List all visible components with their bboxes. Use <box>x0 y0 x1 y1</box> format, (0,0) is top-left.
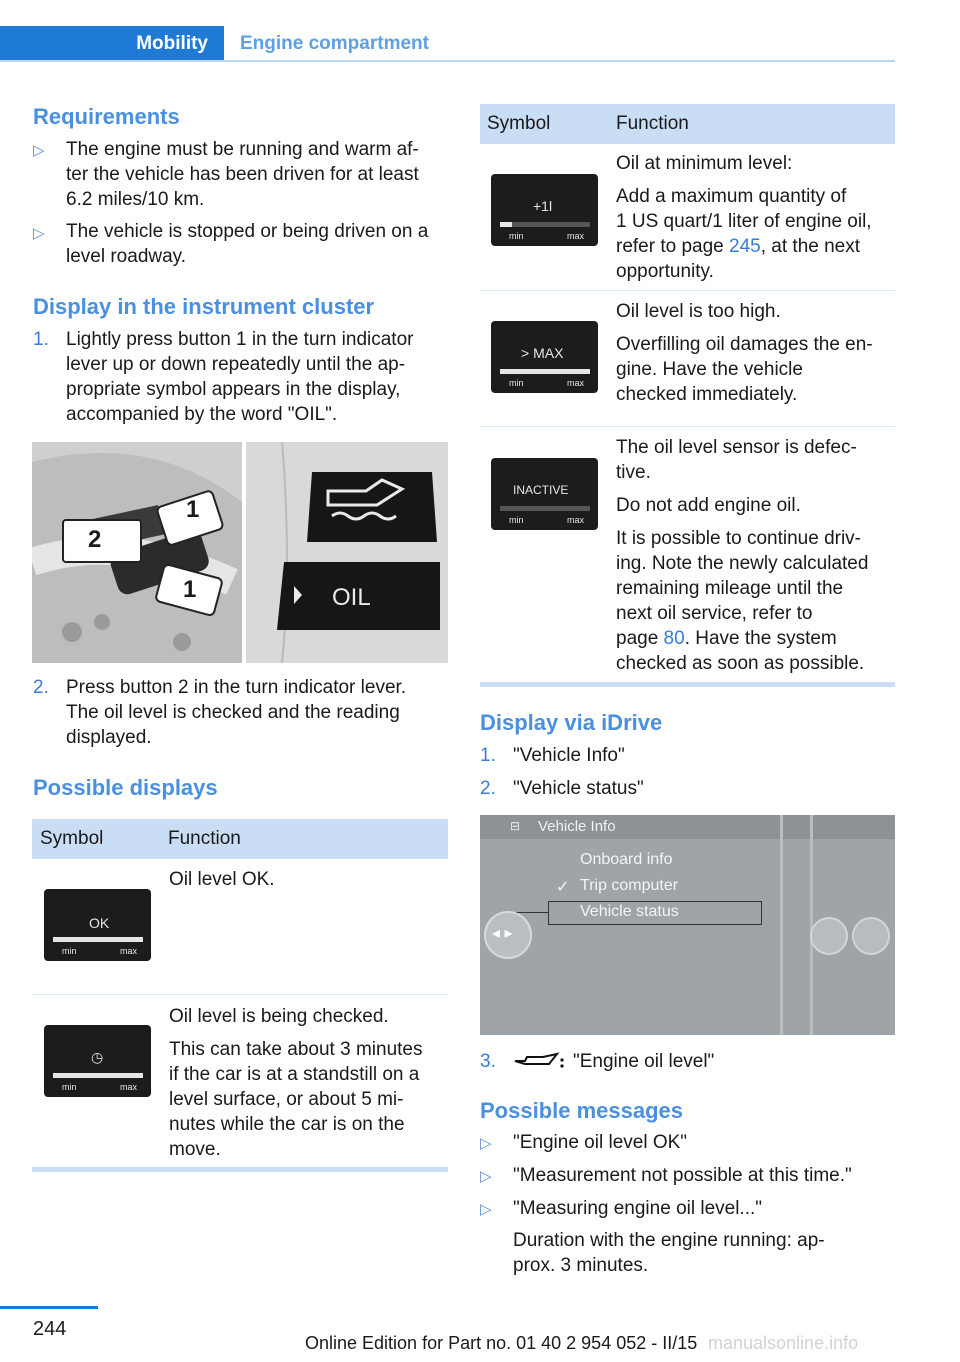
idrive-step-3: "Engine oil level" <box>573 1051 715 1072</box>
callout-label: 2 <box>88 526 102 553</box>
callout-label: 1 <box>183 576 197 603</box>
step-number: 1. <box>33 329 49 350</box>
callout-label: 1 <box>186 496 200 523</box>
step-number: 2. <box>480 778 496 799</box>
step-number: 1. <box>480 745 496 766</box>
photo-oil-label: OIL <box>332 584 371 611</box>
oil-display-min: +1l min max <box>491 174 598 246</box>
cluster-heading: Display in the instrument cluster <box>33 294 375 319</box>
page-number: 244 <box>33 1318 67 1340</box>
idrive-step-1: "Vehicle Info" <box>513 745 625 766</box>
oil-display-max: > MAX min max <box>491 321 598 393</box>
message-2: "Measurement not possible at this time." <box>513 1165 852 1186</box>
oil-display-checking: ◷ min max <box>44 1025 151 1097</box>
header-rule <box>0 60 895 62</box>
message-note: Duration with the engine running: ap- prox. 3 minutes. <box>513 1230 825 1276</box>
step-1-text: Lightly press button 1 in the turn indicator lever up or down repeatedly until the ap- propriate symbol appears in the display, accompanied by the word "OIL". <box>66 329 414 425</box>
edition-text: Online Edition for Part no. 01 40 2 954 052 - II/15 <box>305 1333 698 1353</box>
row-function-text: Oil level OK. <box>169 869 275 890</box>
menu-item: Onboard info <box>580 851 673 868</box>
requirement-1: The engine must be running and warm af- ter the vehicle has been driven for at least 6.2 miles/10 km. <box>66 139 419 210</box>
oil-can-icon <box>513 1052 565 1070</box>
requirements-heading: Requirements <box>33 104 180 129</box>
table-bottom <box>480 682 895 687</box>
oil-display-inactive: INACTIVE min max <box>491 458 598 530</box>
message-1: "Engine oil level OK" <box>513 1132 688 1153</box>
row-divider <box>480 290 895 291</box>
idrive-heading: Display via iDrive <box>480 710 663 735</box>
menu-item: Trip computer <box>580 877 679 894</box>
row-function-text: Oil at minimum level: Add a maximum quantity of 1 US quart/1 liter of engine oil, refer to page 245, at the next opportunity. <box>616 153 872 282</box>
tab-mobility[interactable]: Mobility <box>0 26 224 62</box>
row-function-text: Oil level is being checked. This can take about 3 minutes if the car is at a standstill on a level surface, or about 5 mi- nutes while the car is on the move. <box>169 1006 423 1160</box>
oil-display-ok: OK min max <box>44 889 151 961</box>
step-number: 2. <box>33 677 49 698</box>
screen-title: Vehicle Info <box>538 818 616 835</box>
idrive-screen: ⊟ Vehicle Info Onboard info ✓ Trip computer Vehicle status ◂ ▸ <box>480 815 895 1035</box>
step-number: 3. <box>480 1051 496 1072</box>
page-link[interactable]: 245 <box>729 236 761 257</box>
table-header <box>480 104 895 144</box>
column-symbol: Symbol <box>40 828 104 849</box>
row-function-text: Oil level is too high. Overfilling oil damages the en- gine. Have the vehicle checked immediately. <box>616 301 873 405</box>
bullet-icon: ▷ <box>33 225 45 242</box>
column-function: Function <box>168 828 241 849</box>
callout-arrow <box>62 519 142 563</box>
table-header <box>32 819 448 859</box>
row-divider <box>32 994 448 995</box>
messages-heading: Possible messages <box>480 1098 684 1123</box>
footer-rule <box>0 1306 98 1309</box>
table-bottom <box>32 1167 448 1172</box>
tab-engine-compartment[interactable]: Engine compartment <box>240 33 429 54</box>
possible-displays-heading: Possible displays <box>33 775 218 800</box>
idrive-step-2: "Vehicle status" <box>513 778 644 799</box>
page-link[interactable]: 80 <box>663 628 685 649</box>
bullet-icon: ▷ <box>33 142 45 159</box>
bullet-icon: ▷ <box>480 1201 492 1218</box>
bullet-icon: ▷ <box>480 1168 492 1185</box>
bullet-icon: ▷ <box>480 1135 492 1152</box>
row-function-text: The oil level sensor is defec- tive. Do not add engine oil. It is possible to continue driv- ing. Note the newly calculated remaining mileage until the next oil service, refer to page 80. Have the system checked as soon as possible. <box>616 437 869 674</box>
watermark: manualsonline.info <box>708 1333 859 1353</box>
menu-item-selected: Vehicle status <box>580 903 679 920</box>
requirement-2: The vehicle is stopped or being driven on a level roadway. <box>66 221 429 267</box>
row-divider <box>480 426 895 427</box>
column-symbol: Symbol <box>487 113 551 134</box>
clock-icon: ◷ <box>91 1049 104 1065</box>
check-icon: ✓ <box>556 879 570 896</box>
car-icon: ⊟ <box>510 819 521 833</box>
column-function: Function <box>616 113 689 134</box>
step-2-text: Press button 2 in the turn indicator lever. The oil level is checked and the reading displayed. <box>66 677 407 748</box>
message-3: "Measuring engine oil level..." <box>513 1198 763 1219</box>
